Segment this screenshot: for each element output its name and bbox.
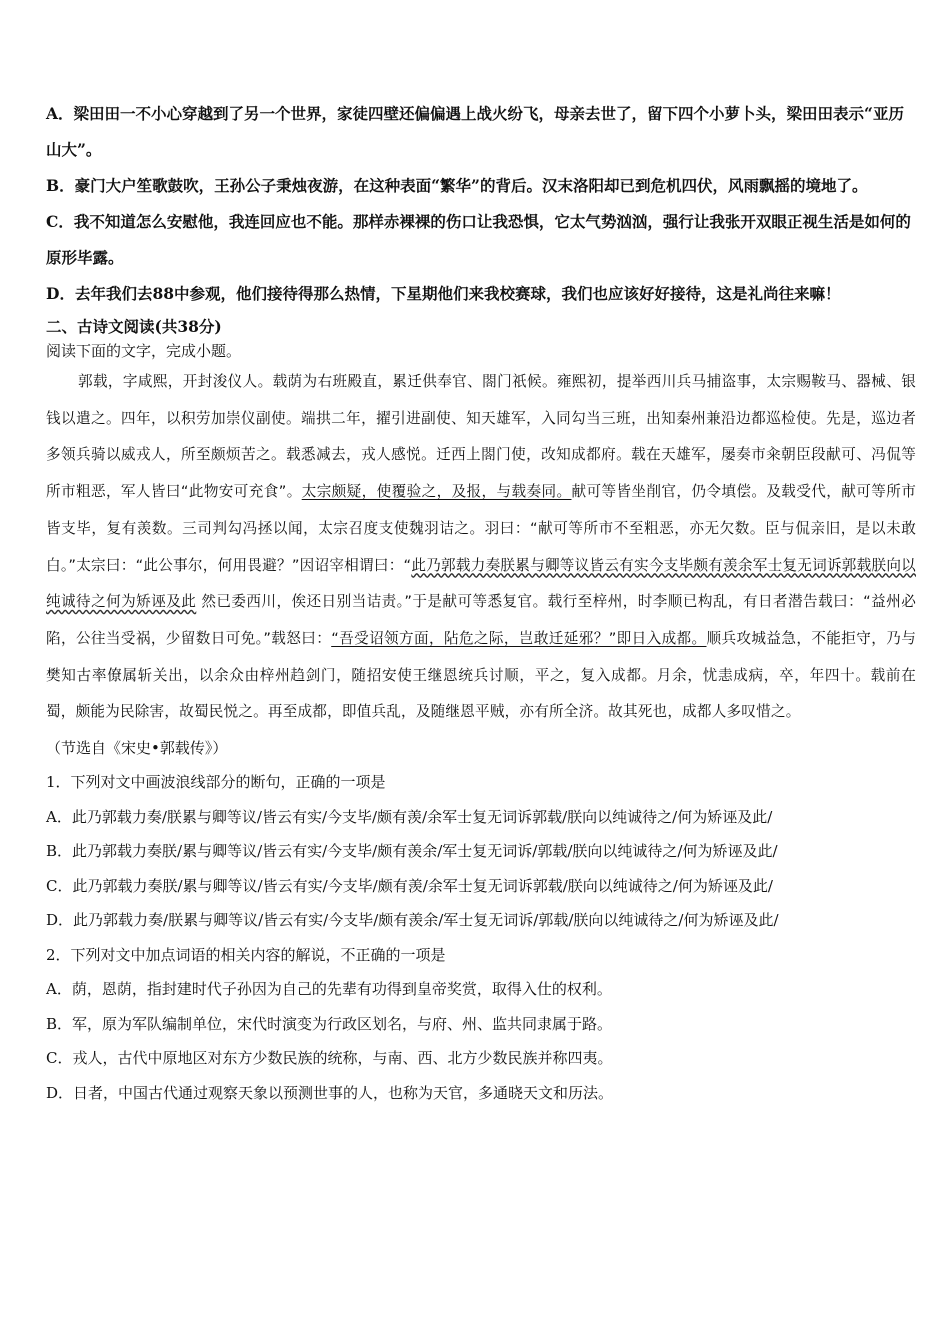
question-2-option-c: C．戎人，古代中原地区对东方少数民族的统称，与南、西、北方少数民族并称四夷。 [46,1049,613,1068]
question-1 [46,765,916,938]
exam-page [46,96,916,1110]
question-1-option-a: A．此乃郭载力奏/朕累与卿等议/皆云有实/今支毕/颇有羡/余军士复无词诉郭载/朕向以纯诚待之/何为矫诬及此/ [46,807,773,826]
question-1-option-c: C．此乃郭载力奏朕/累与卿等议/皆云有实/今支毕/颇有羡/余军士复无词诉郭载/朕向以纯诚待之/何为矫诬及此/ [46,876,773,895]
question-2-option-b: B．军，原为军队编制单位，宋代时演变为行政区划名，与府、州、监共同隶属于路。 [46,1014,613,1033]
underlined-sentence-1: 太宗颇疑，使覆验之，及报，与载奏同。 [301,483,572,501]
section-title: 二、古诗文阅读(共38分) [46,317,222,336]
option-b: B．豪门大户笙歌鼓吹，王孙公子秉烛夜游，在这种表面“繁华”的背后。汉末洛阳却已到危机四伏，风雨飘摇的境地了。 [46,176,868,195]
wavy-underlined-sentence: 此乃郭载力奏朕累与卿等议皆云有实今支毕颇有羡余军士复无词诉郭载朕向以纯诚待之何为矫诬及此 [46,556,916,611]
question-2-option-a: A．荫，恩荫，指封建时代子孙因为自己的先辈有功得到皇帝奖赏，取得入仕的权利。 [46,980,612,999]
question-1-stem: 1．下列对文中画波浪线部分的断句，正确的一项是 [46,773,386,792]
question-2-stem: 2．下列对文中加点词语的相关内容的解说，不正确的一项是 [46,945,446,964]
section-instruction: 阅读下面的文字，完成小题。 [46,342,242,360]
dotted-term-rishe: 日者 [757,593,789,611]
top-options [46,96,916,312]
option-d: D．去年我们去88中参观，他们接待得那么热情，下星期他们来我校赛球，我们也应该好好接待，这是礼尚往来嘛！ [46,284,841,303]
option-c: C．我不知道怎么安慰他，我连回应也不能。那样赤裸裸的伤口让我恐惧，它太气势汹汹，强行让我张开双眼正视生活是如何的原形毕露。 [46,212,911,267]
underlined-sentence-2: “吾受诏领方面，阽危之际，岂敢迁延邪？”即日入成都。 [331,629,707,647]
option-a: A．梁田田一不小心穿越到了另一个世界，家徒四壁还偏偏遇上战火纷飞，母亲去世了，留下四个小萝卜头，梁田田表示“亚历山大”。 [46,104,904,159]
question-2-option-d: D．日者，中国古代通过观察天象以预测世事的人，也称为天官，多通晓天文和历法。 [46,1083,614,1102]
classical-passage: 郭载，字咸熙，开封浚仪人。载荫为右班殿直，累迁供奉官、閤门祇候。雍熙初，提举西川兵马捕盗事，太宗赐鞍马、器械、银钱以遣之。四年，以积劳加崇仪副使。端拱二年，擢引进副使、知天雄军，入同勾当三班，出知秦州兼沿边都巡检使。先是，巡边者多领兵骑以威戎人，所至颇烦苦之。载悉减去，戎人感悦。迁西上閤门使，改知成都府。载在天雄军，屡奏市籴朝臣段献可、冯侃等所市粗恶，军人皆曰“此物安可充食”。太宗颇疑，使覆验之，及报，与载奏同。献可等皆坐削官，仍令填偿。及载受代，献可等所市皆支毕，复有羡数。三司判勾冯拯以闻，太宗召度支使魏羽诘之。羽曰：“献可等所市不至粗恶，亦无欠数。臣与侃亲旧，是以未敢白。”太宗曰：“此公事尔，何用畏避？”因诏宰相谓曰：“此乃郭载力奏朕累与卿等议皆云有实今支毕颇有羡余军士复无词诉郭载朕向以纯诚待之何为矫诬及此 然已委西川，俟还日别当诘责。”于是献可等悉复官。载行至梓州，时李顺已构乱，有日者潜告载曰：“益州必陷，公往当受祸，少留数日可免。”载怒曰：“吾受诏领方面，阽危之际，岂敢迁延邪？”即日入成都。顺兵攻城益急，不能拒守，乃与樊知古率僚属斩关出，以余众由梓州趋剑门，随招安使王继恩统兵讨顺，平之，复入成都。月余，忧恚成病，卒，年四十。载前在蜀，颇能为民除害，故蜀民悦之。再至成都，即值兵乱，及随继恩平贼，亦有所全济。故其死也，成都人多叹惜之。 [46,373,916,721]
question-2 [46,938,916,1111]
passage-source: （节选自《宋史•郭载传》） [46,739,228,758]
question-1-option-b: B．此乃郭载力奏朕/累与卿等议/皆云有实/今支毕/颇有羡余/军士复无词诉/郭载/朕向以纯诚待之/何为矫诬及此/ [46,842,778,861]
question-1-option-d: D．此乃郭载力奏/朕累与卿等议/皆云有实/今支毕/颇有羡余/军士复无词诉/郭载/朕向以纯诚待之/何为矫诬及此/ [46,911,779,930]
